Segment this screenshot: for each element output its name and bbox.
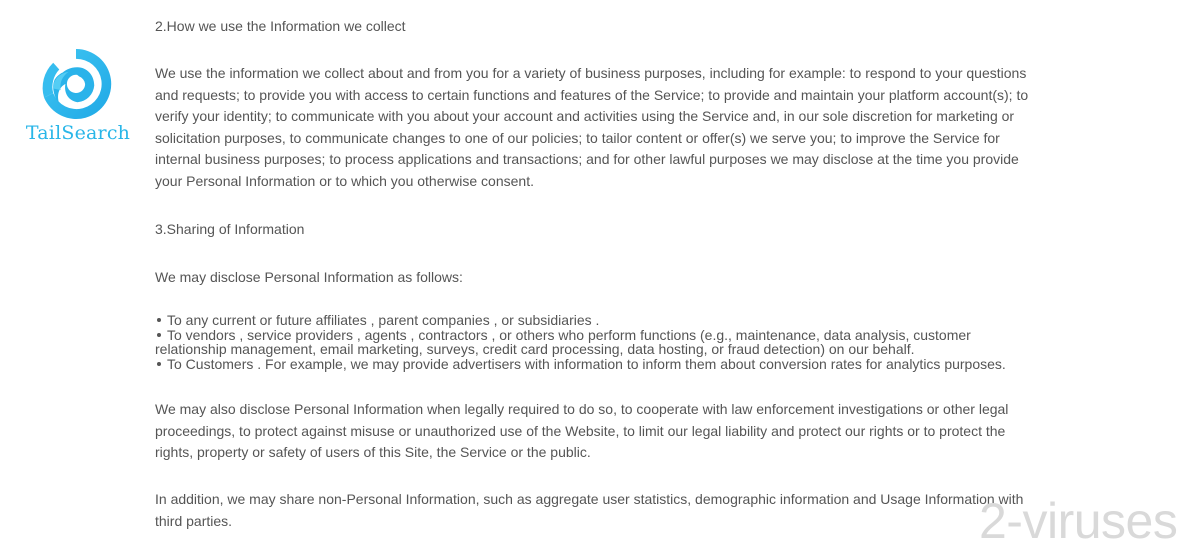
legal-disclosure-paragraph bbox=[155, 399, 1055, 464]
watermark: 2-viruses bbox=[979, 493, 1178, 549]
list-item bbox=[155, 313, 1055, 328]
section-heading-sharing: 3.Sharing of Information bbox=[155, 221, 305, 237]
paragraph-line: rights, property or safety of users of this Site, the Service or the public. bbox=[155, 444, 591, 460]
sharing-intro: We may disclose Personal Information as follows: bbox=[155, 269, 463, 285]
tailsearch-logo bbox=[24, 44, 132, 148]
sharing-list bbox=[155, 313, 1055, 371]
paragraph-line: We use the information we collect about and from you for a variety of business purposes, including for example: to respond to your questions bbox=[155, 65, 1027, 81]
list-item-text: To vendors , service providers , agents , contractors , or others who perform functions (e.g., maintenance, data analysis, customer bbox=[167, 326, 971, 343]
list-item-text: To Customers . For example, we may provide advertisers with information to inform them about conversion rates for analytics purposes. bbox=[167, 355, 1006, 372]
wave-logo-icon bbox=[38, 46, 114, 122]
how-we-use-paragraph bbox=[155, 63, 1055, 192]
paragraph-line: your Personal Information or to which you otherwise consent. bbox=[155, 172, 534, 189]
section-heading-how-we-use: 2.How we use the Information we collect bbox=[155, 18, 406, 34]
paragraph-line: In addition, we may share non-Personal Information, such as aggregate user statistics, demographic information and Usage Information with bbox=[155, 491, 1024, 507]
bullet-icon bbox=[157, 318, 161, 322]
non-personal-paragraph bbox=[155, 489, 1055, 532]
bullet-icon bbox=[157, 333, 161, 337]
brand-name: TailSearch bbox=[25, 122, 131, 144]
paragraph-line: and requests; to provide you with access to certain functions and features of the Service; to provide and maintain your platform account(s); to bbox=[155, 86, 1029, 103]
list-item-continuation: relationship management, email marketing, surveys, credit card processing, data hosting, or fraud detection) on our behalf. bbox=[155, 341, 915, 357]
bullet-icon bbox=[157, 362, 161, 366]
paragraph-line: internal business purposes; to process applications and transactions; and for other lawful purposes we may disclose at the time you provide bbox=[155, 151, 1019, 167]
list-item bbox=[155, 328, 1055, 343]
list-item bbox=[155, 357, 1055, 372]
list-item-text: To any current or future affiliates , parent companies , or subsidiaries . bbox=[167, 312, 600, 328]
paragraph-line: solicitation purposes, to communicate changes to one of our policies; to tailor content or offer(s) we serve you; to improve the Service for bbox=[155, 129, 1000, 146]
paragraph-line: We may also disclose Personal Information when legally required to do so, to cooperate with law enforcement investigations or other legal bbox=[155, 401, 1009, 417]
paragraph-line: proceedings, to protect against misuse or unauthorized use of the Website, to limit our legal liability and protect our rights or to protect the bbox=[155, 422, 1006, 439]
paragraph-line: third parties. bbox=[155, 512, 233, 529]
paragraph-line: verify your identity; to communicate with you about your account and activities using the Service and, in our sole discretion for marketing or bbox=[155, 108, 1015, 124]
